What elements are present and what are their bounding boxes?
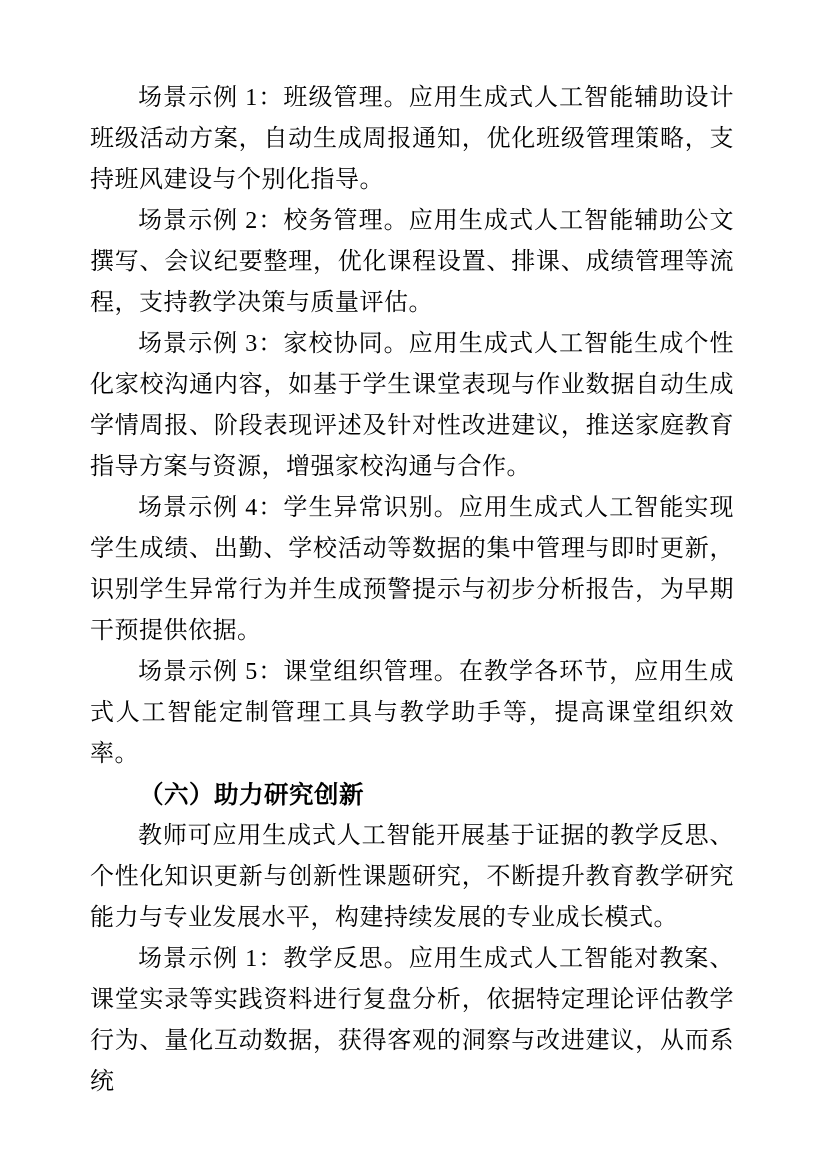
- paragraph-scenario-3-home-school: 场景示例 3：家校协同。应用生成式人工智能生成个性化家校沟通内容，如基于学生课堂表现与作业数据自动生成学情周报、阶段表现评述及针对性改进建议，推送家庭教育指导方案与资源，增强家校沟通与合作。: [90, 331, 734, 480]
- document-content: [90, 78, 734, 1103]
- paragraph-scenario-1-class-management: 场景示例 1：班级管理。应用生成式人工智能辅助设计班级活动方案，自动生成周报通知，优化班级管理策略，支持班风建设与个别化指导。: [90, 85, 734, 193]
- paragraph-scenario-4-student-anomaly: 场景示例 4：学生异常识别。应用生成式人工智能实现学生成绩、出勤、学校活动等数据的集中管理与即时更新，识别学生异常行为并生成预警提示与初步分析报告，为早期干预提供依据。: [90, 495, 734, 644]
- paragraph-research-innovation-intro: 教师可应用生成式人工智能开展基于证据的教学反思、个性化知识更新与创新性课题研究，不断提升教育教学研究能力与专业发展水平，构建持续发展的专业成长模式。: [90, 823, 734, 931]
- paragraph-scenario-5-classroom-organization: 场景示例 5：课堂组织管理。在教学各环节，应用生成式人工智能定制管理工具与教学助手等，提高课堂组织效率。: [90, 659, 734, 767]
- paragraph-scenario-1-teaching-reflection: 场景示例 1：教学反思。应用生成式人工智能对教案、课堂实录等实践资料进行复盘分析，依据特定理论评估教学行为、量化互动数据，获得客观的洞察与改进建议，从而系统: [90, 946, 734, 1095]
- section-heading-six-research-innovation: （六）助力研究创新: [139, 782, 364, 809]
- paragraph-scenario-2-school-affairs: 场景示例 2：校务管理。应用生成式人工智能辅助公文撰写、会议纪要整理，优化课程设置、排课、成绩管理等流程，支持教学决策与质量评估。: [90, 208, 734, 316]
